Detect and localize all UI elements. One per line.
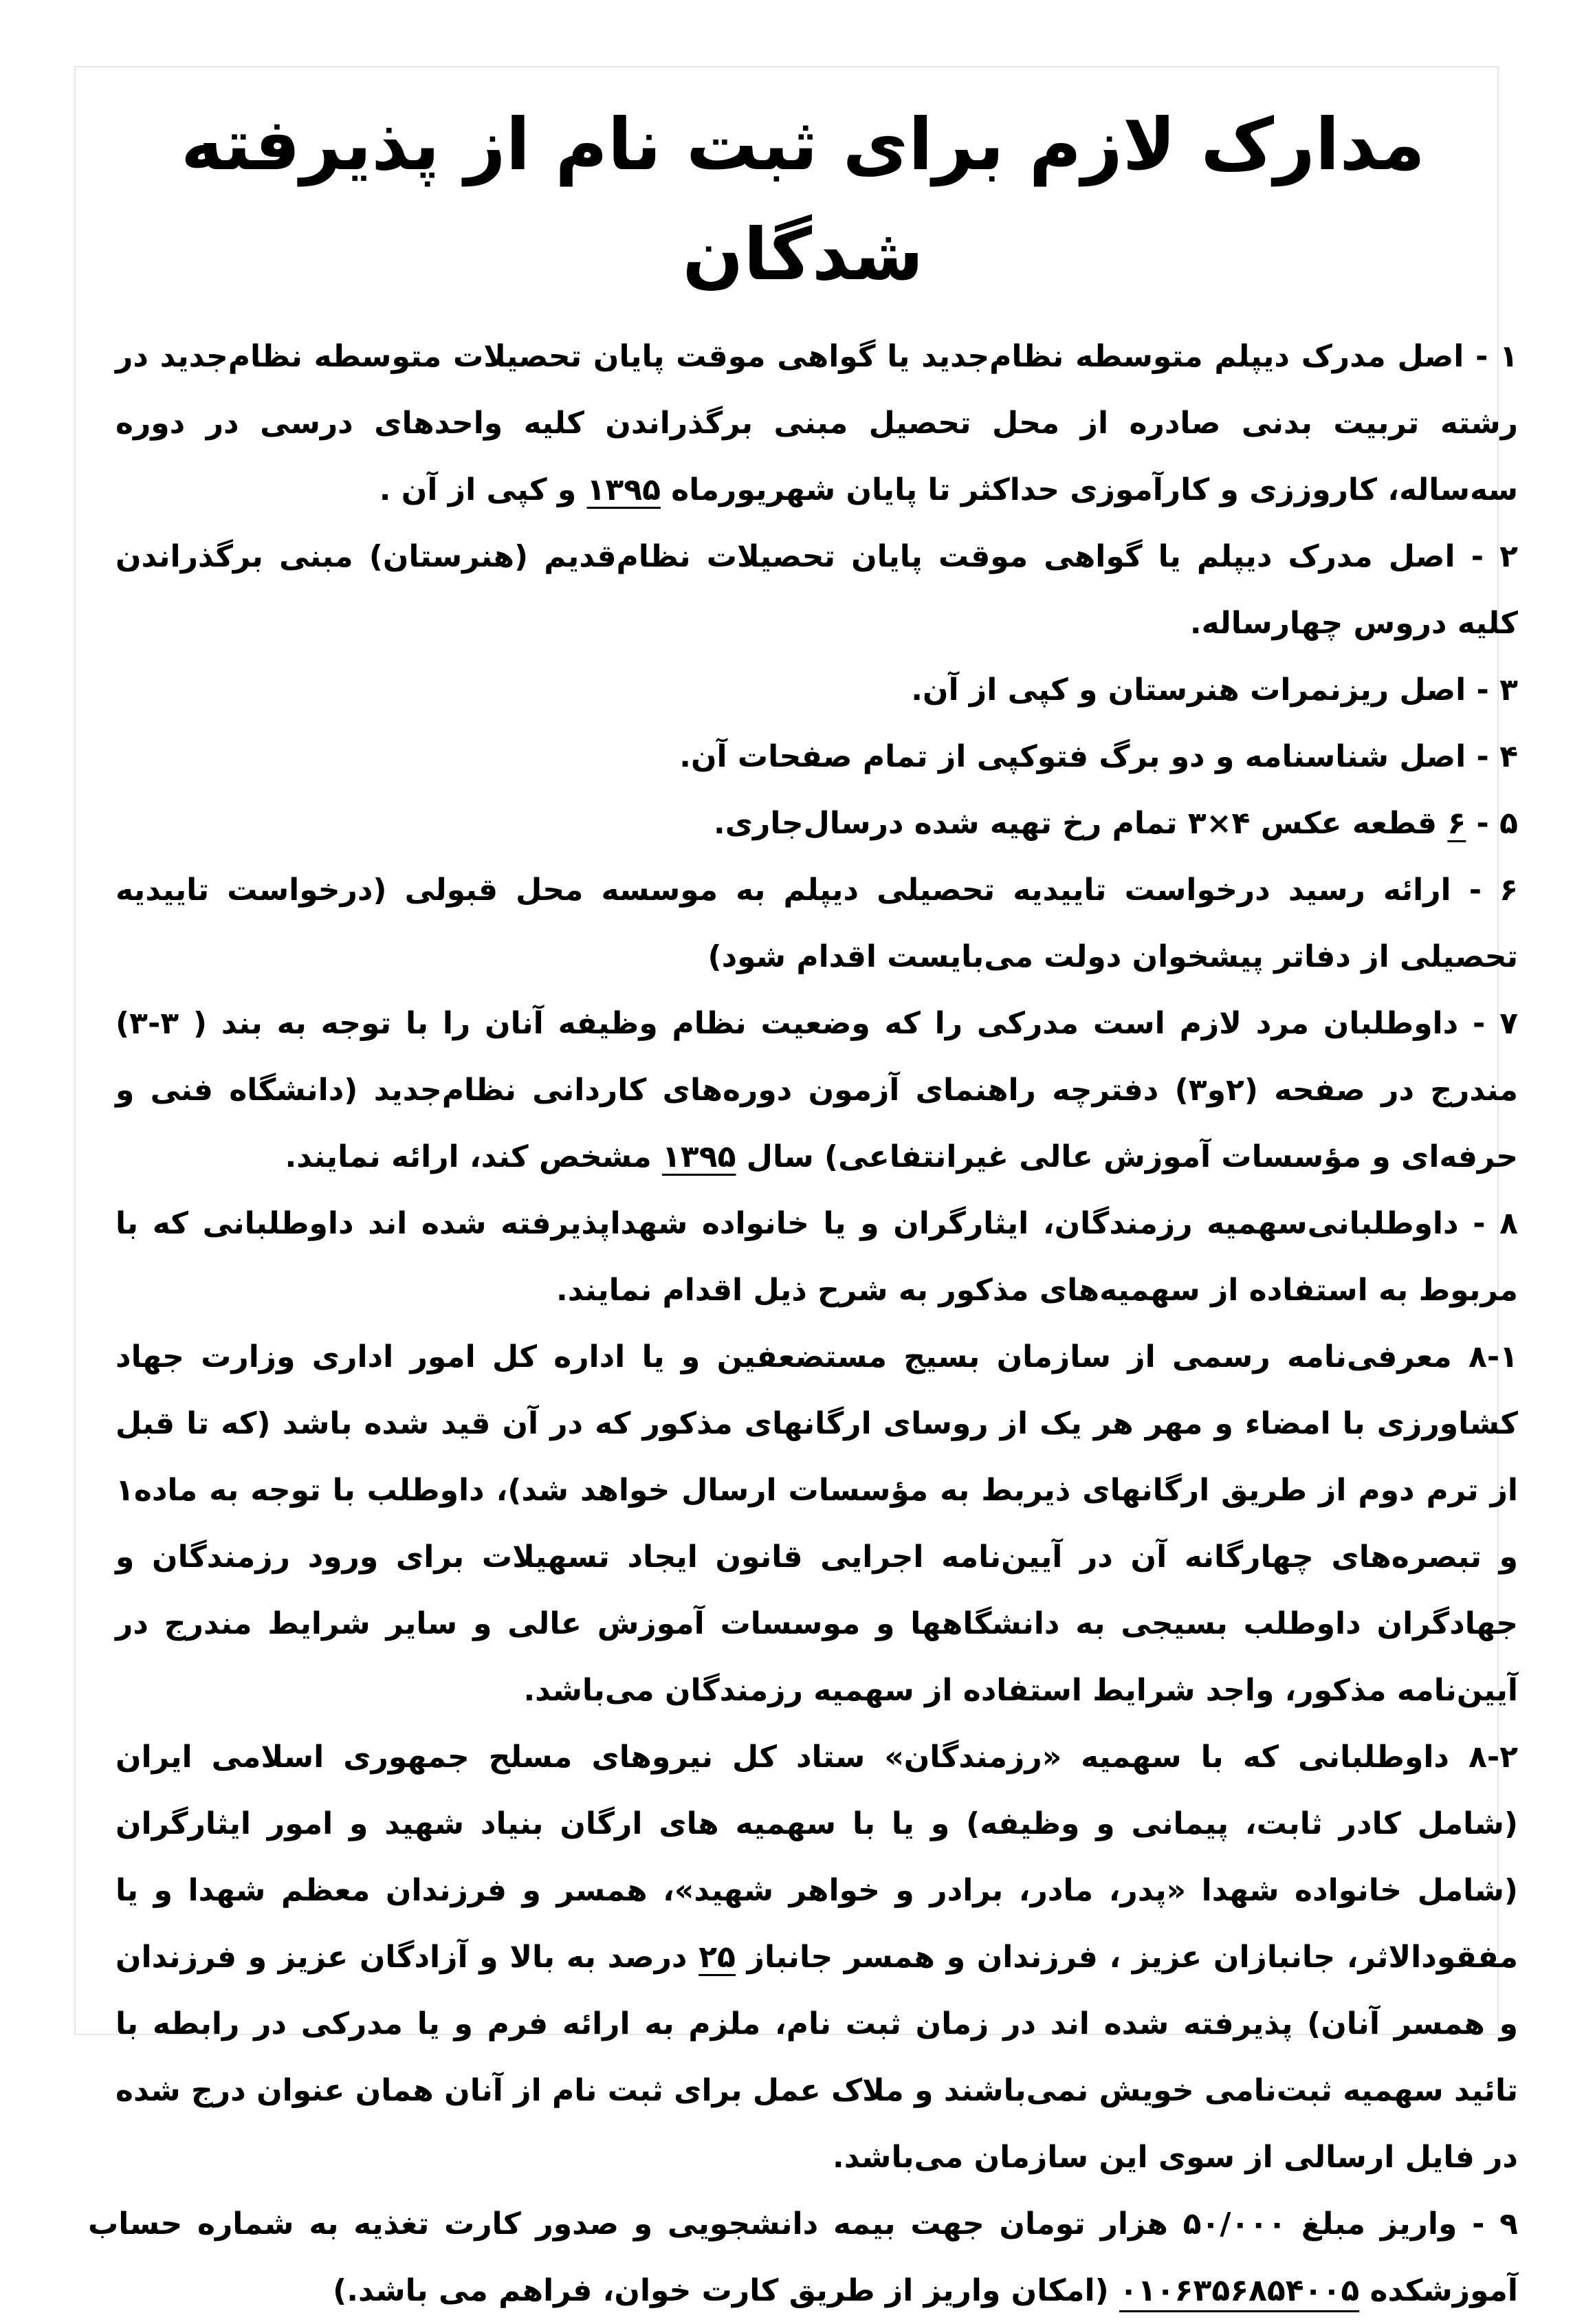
year-underlined: ۱۳۹۵ [586,472,661,507]
list-item-2: ۲ - اصل مدرک دیپلم یا گواهی موقت پایان تحصیلات نظام‌قدیم (هنرستان) مبنی برگذراندن کلیه دروس چهارساله. [116,539,1518,641]
page-title: مدارک لازم برای ثبت نام از پذیرفته شدگان [181,102,1425,296]
list-item-8: ۸ - داوطلبانی‌سهمیه رزمندگان، ایثارگران و یا خانواده شهداپذیرفته شده اند داوطلبانی که با مربوط به استفاده از سهمیه‌های مذکور به شرح ذیل اقدام نمایند. [116,1206,1518,1308]
list-item-8-1: ۸-۱ معرفی‌نامه رسمی از سازمان بسیج مستضعفین و یا اداره کل امور اداری وزارت جهاد کشاورزی با امضاء و مهر هر یک از روسای ارگانهای مذکور که در آن قید شده باشد (که تا قبل از ترم دوم از طریق ارگانهای ذیربط به مؤسسات ارسال خواهد شد)، داوطلب با توجه به ماده۱ و تبصره‌های چهارگانه آن در آیین‌نامه اجرایی قانون ایجاد تسهیلات برای ورود رزمندگان و جهادگران داوطلب بسیجی به دانشگاهها و موسسات آموزش عالی و سایر شرایط مندرج در آیین‌نامه مذکور، واجد شرایط استفاده از سهمیه رزمندگان می‌باشد. [116,1339,1518,1708]
list-item-5: ۵ - ۶ قطعه عکس ۴×۳ تمام رخ تهیه شده درسال‌جاری. [714,806,1518,841]
list-item-8-2: ۸-۲ داوطلبانی که با سهمیه «رزمندگان» ستاد کل نیروهای مسلح جمهوری اسلامی ایران (شامل کادر ثابت، پیمانی و وظیفه) و یا با سهمیه های ارگان بنیاد شهید و امور ایثارگران (شامل خانواده شهدا «پدر، مادر، برادر و خواهر شهید»، همسر و فرزندان معظم شهدا و یا مفقودالاثر، جانبازان عزیز ، فرزندان و همسر جانباز ۲۵ درصد به بالا و آزادگان عزیز و فرزندان و همسر آنان) پذیرفته شده اند در زمان ثبت نام، ملزم به ارائه فرم و یا مدرکی در رابطه با تائید سهمیه ثبت‌نامی خویش نمی‌باشند و ملاک عمل برای ثبت نام از آنان همان عنوان درج شده در فایل ارسالی از سوی این سازمان می‌باشد. [116,1740,1519,2175]
account-number: ۰۱۰۶۳۵۶۸۵۴۰۰۵ [1119,2273,1360,2308]
document-body [88,89,1518,2324]
list-item-1: ۱ - اصل مدرک دیپلم متوسطه نظام‌جدید یا گواهی موقت پایان تحصیلات متوسطه نظام‌جدید در رشته تربیت بدنی صادره از محل تحصیل مبنی برگذراندن کلیه واحدهای درسی در دوره سه‌ساله، کاروززی و کارآموزی حداکثر تا پایان شهریورماه ۱۳۹۵ و کپی از آن . [116,339,1518,507]
list-item-7: ۷ - داوطلبان مرد لازم است مدرکی را که وضعیت نظام وظیفه آنان را با توجه به بند ( ۳-۳) مندرج در صفحه (۲و۳) دفترچه راهنمای آزمون دوره‌های کاردانی نظام‌جدید (دانشگاه فنی و حرفه‌ای و مؤسسات آموزش عالی غیرانتفاعی) سال ۱۳۹۵ مشخص کند، ارائه نمایند. [116,1006,1518,1174]
list-item-9: ۹ - واریز مبلغ ۵۰/۰۰۰ هزار تومان جهت بیمه دانشجویی و صدور کارت تغذیه به شماره حساب آموزشکده ۰۱۰۶۳۵۶۸۵۴۰۰۵ (امکان واریز از طریق کارت خوان، فراهم می باشد.) [88,2206,1518,2308]
year-underlined: ۱۳۹۵ [662,1139,736,1174]
list-item-4: ۴ - اصل شناسنامه و دو برگ فتوکپی از تمام صفحات آن. [679,739,1518,774]
list-item-3: ۳ - اصل ریزنمرات هنرستان و کپی از آن. [911,672,1518,708]
percent-underlined: ۲۵ [698,1940,736,1975]
requirements-list [88,323,1518,2324]
list-item-6: ۶ - ارائه رسید درخواست تاییدیه تحصیلی دیپلم به موسسه محل قبولی (درخواست تاییدیه تحصیلی از دفاتر پیشخوان دولت می‌بایست اقدام شود) [116,873,1518,974]
photo-count-underlined: ۶ [1447,806,1466,841]
